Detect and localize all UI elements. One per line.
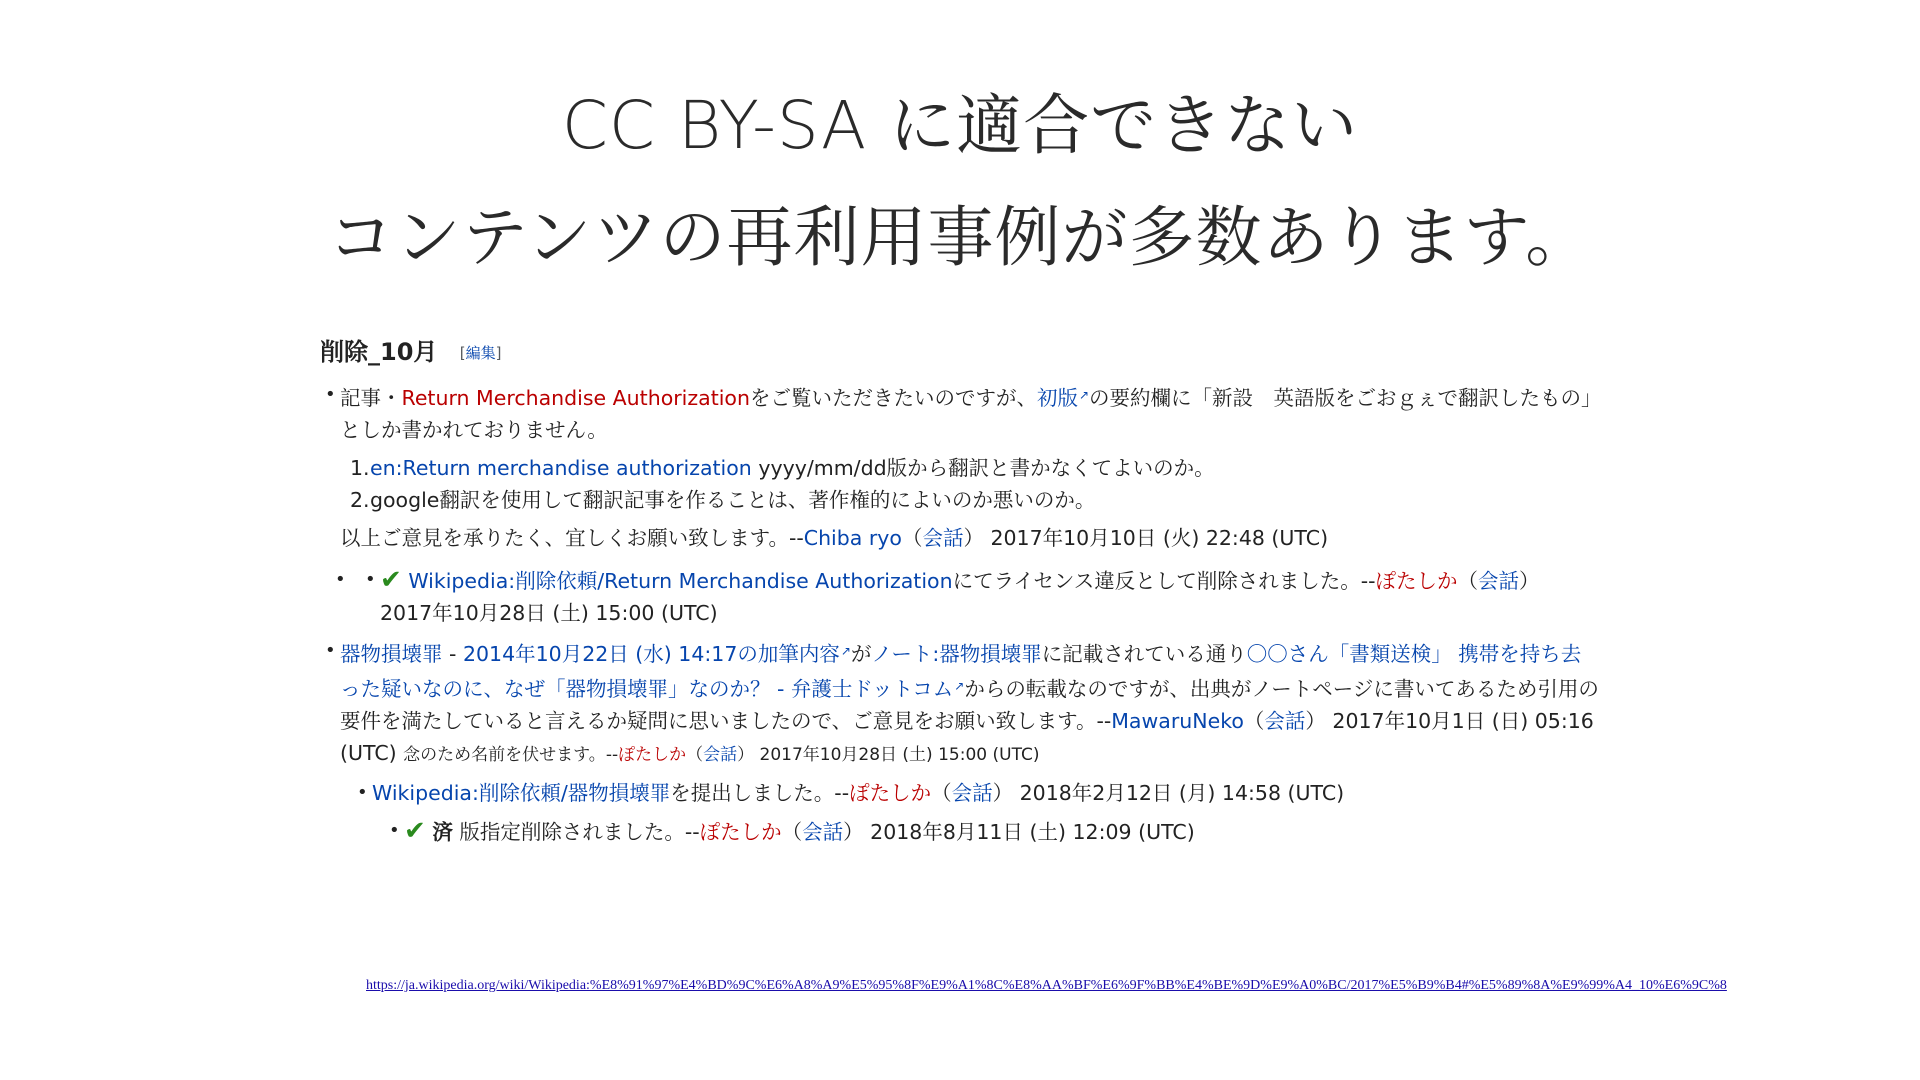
note-page-link[interactable]: ノート:器物損壊罪 — [871, 642, 1042, 666]
user-link-potashika[interactable]: ぽたしか — [699, 820, 782, 844]
timestamp: 2017年10月1日 (日) 05:16 (UTC) — [340, 709, 1594, 765]
en-rma-link[interactable]: en:Return merchandise authorization — [370, 456, 752, 480]
item-text: 記事・ — [340, 386, 402, 410]
reply-item — [404, 815, 1600, 848]
sig-dash: -- — [1360, 569, 1376, 593]
sig-dash: -- — [1096, 709, 1112, 733]
talk-link[interactable]: 会話 — [703, 745, 738, 765]
user-link-potashika[interactable]: ぽたしか — [849, 781, 932, 805]
first-version-link[interactable]: 初版 ↗ — [1037, 386, 1089, 410]
user-link-chiba-ryo[interactable]: Chiba ryo — [803, 526, 902, 550]
paren: （ — [1243, 709, 1265, 733]
reply-list — [340, 564, 1600, 629]
paren: （ — [931, 781, 952, 805]
paren: ） — [843, 820, 864, 844]
closing-paragraph — [340, 522, 1600, 554]
paren: ） — [1305, 709, 1326, 733]
question-number: 2. — [350, 488, 370, 512]
edit-bracket-close: ] — [495, 344, 502, 362]
reply-text: 版指定削除されました。 — [452, 820, 685, 844]
reply-text: を提出しました。 — [670, 781, 835, 805]
article-link-rma[interactable]: Return Merchandise Authorization — [401, 386, 750, 410]
item-text: の要約欄に「新設 英語版をごおｇぇで翻訳したもの」としか書かれておりません。 — [340, 386, 1592, 442]
checkmark-icon: ✔ — [380, 565, 402, 595]
paren: （ — [1457, 569, 1479, 593]
reply-inner-list — [350, 564, 1600, 629]
deletion-request-link-kibutsu[interactable]: Wikipedia:削除依頼/器物損壊罪 — [372, 781, 671, 805]
discussion-list — [320, 379, 1600, 848]
item-text: に記載されている通り — [1041, 642, 1247, 666]
timestamp: 2017年10月28日 (土) 15:00 (UTC) — [754, 745, 1040, 765]
talk-link[interactable]: 会話 — [951, 781, 993, 805]
paren: （ — [901, 526, 923, 550]
small-note — [403, 745, 1039, 765]
edit-section — [460, 344, 502, 362]
reply-item — [380, 564, 1600, 629]
reply-text: にてライセンス違反として削除されました。 — [952, 569, 1361, 593]
separator: - — [442, 642, 463, 666]
item-text: が — [850, 642, 872, 666]
item-text: からの転載なのですが、出典がノートページに書いてあるため引用の要件を満たしていると言えるか疑問に思いましたので、ご意見をお願い致します。 — [340, 677, 1599, 733]
user-link-mawaruneko[interactable]: MawaruNeko — [1111, 709, 1244, 733]
talk-link[interactable]: 会話 — [1264, 709, 1306, 733]
deletion-request-link-rma[interactable]: Wikipedia:削除依頼/Return Merchandise Authorization — [408, 569, 953, 593]
sig-dash: -- — [834, 781, 850, 805]
checkmark-icon: ✔ — [404, 816, 426, 846]
paren: ） — [1519, 569, 1540, 593]
done-label: 済 — [432, 820, 453, 844]
reply-list — [340, 777, 1600, 848]
question-text: google翻訳を使用して翻訳記事を作ることは、著作権的によいのか悪いのか。 — [370, 488, 1096, 512]
edit-section-link[interactable]: 編集 — [465, 344, 496, 362]
user-link-potashika[interactable]: ぽたしか — [618, 745, 687, 765]
talk-link[interactable]: 会話 — [922, 526, 964, 550]
section-heading — [320, 336, 1600, 369]
timestamp: 2017年10月28日 (土) 15:00 (UTC) — [380, 601, 718, 625]
question-item — [350, 484, 1600, 516]
paren: ） — [992, 781, 1014, 805]
question-text: yyyy/mm/dd版から翻訳と書かなくてよいのか。 — [751, 456, 1215, 480]
small-note-text: 念のため名前を伏せます。 — [403, 745, 606, 765]
sig-dash: -- — [788, 526, 804, 550]
timestamp: 2018年2月12日 (月) 14:58 (UTC) — [1013, 781, 1345, 805]
reply-outer — [350, 564, 1600, 629]
slide-title — [0, 70, 1920, 294]
sig-dash: -- — [605, 745, 619, 765]
paren: （ — [781, 820, 803, 844]
source-article-link[interactable]: 〇〇さん「書類送検」 携帯を持ち去った疑いなのに、なぜ「器物損壊罪」なのか？ - 弁護士ドットコム ↗ — [340, 642, 1581, 701]
timestamp: 2018年8月11日 (土) 12:09 (UTC) — [863, 820, 1195, 844]
question-number: 1. — [350, 456, 370, 480]
slide-title-line1: CC BY-SA に適合できない — [561, 87, 1359, 164]
slide-title-line2: コンテンツの再利用事例が多数あります。 — [327, 199, 1593, 276]
closing-text: 以上ご意見を承りたく、宜しくお願い致します。 — [340, 526, 789, 550]
user-link-potashika[interactable]: ぽたしか — [1375, 569, 1458, 593]
sig-dash: -- — [684, 820, 700, 844]
timestamp: 2017年10月10日 (火) 22:48 (UTC) — [983, 526, 1329, 550]
talk-link[interactable]: 会話 — [1478, 569, 1520, 593]
talk-link[interactable]: 会話 — [802, 820, 844, 844]
source-url-link[interactable]: https://ja.wikipedia.org/wiki/Wikipedia:%E8%91%97%E4%BD%9C%E6%A8%A9%E5%95%8F%E9%A1%8C%E8%AA%BF%E6%9F%BB%E4%BE%9D%E9%A0%BC/2017%E5%B9%B4#%E5%89%8A%E9%99%A4_10%E6%9C%8 — [366, 978, 1727, 993]
item-text: をご覧いただきたいのですが、 — [749, 386, 1037, 410]
diff-link[interactable]: 2014年10月22日 (水) 14:17の加筆内容 ↗ — [463, 642, 851, 666]
question-item — [350, 452, 1600, 484]
edit-bracket-open: [ — [459, 344, 466, 362]
paren: ） — [963, 526, 984, 550]
reply-item — [372, 777, 1600, 848]
section-heading-text: 削除_10月 — [320, 338, 438, 366]
question-list — [352, 452, 1600, 516]
reply-list — [372, 815, 1600, 848]
paren: （ — [686, 745, 704, 765]
wiki-screenshot — [320, 336, 1600, 848]
list-item-kibutsu — [340, 635, 1600, 848]
article-link-kibutsu[interactable]: 器物損壊罪 — [340, 642, 443, 666]
paren: ） — [737, 745, 755, 765]
list-item-rma — [340, 379, 1600, 629]
